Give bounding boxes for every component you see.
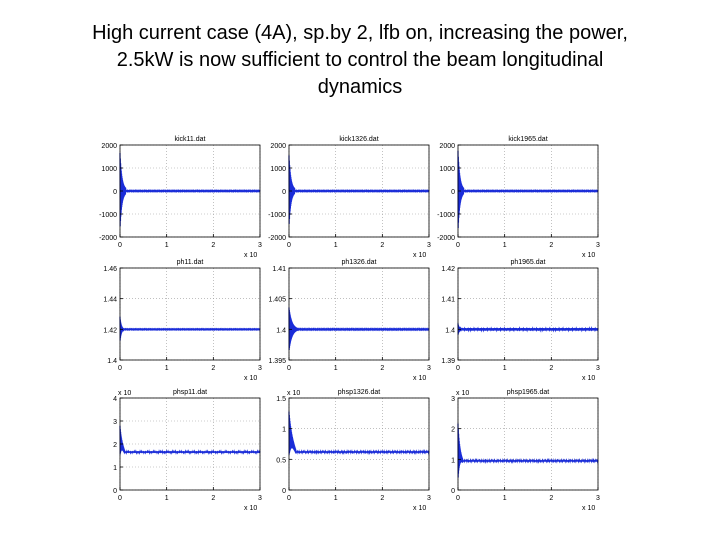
y-tick-label: 0: [113, 488, 117, 495]
y-tick-label: 1.41: [441, 296, 455, 304]
y-tick-label: -1000: [268, 212, 286, 219]
subplot-title: kick11.dat: [174, 136, 206, 143]
subplot-title: ph1326.dat: [341, 259, 377, 266]
y-tick-label: 1.4: [107, 358, 117, 365]
y-tick-label: 4: [113, 396, 117, 403]
x-tick-label: 0: [118, 495, 122, 502]
x-tick-label: 3: [427, 495, 431, 502]
x-tick-label: 1: [333, 495, 338, 502]
y-tick-label: 1: [282, 426, 286, 434]
x-tick-label: 2: [211, 365, 216, 372]
y-tick-label: 0: [451, 189, 455, 196]
slide-title-line: High current case (4A), sp.by 2, lfb on, increasing the power,: [92, 22, 628, 44]
subplot-title: kick1965.dat: [508, 136, 548, 143]
y-tick-label: 1.4: [445, 327, 455, 335]
subplot-title: phsp11.dat: [172, 389, 208, 396]
y-tick-label: 0: [451, 488, 455, 495]
x-tick-label: 0: [287, 242, 291, 249]
subplot-5: [268, 259, 431, 382]
plot-box: [120, 268, 260, 360]
y-tick-label: 1.42: [103, 327, 117, 335]
x-exponent-label: x 10: [413, 252, 427, 259]
x-exponent-label: x 10: [244, 252, 258, 259]
signal-trace: [120, 153, 260, 226]
x-tick-label: 2: [211, 495, 216, 502]
signal-trace: [458, 423, 598, 477]
y-tick-label: 1.44: [103, 296, 117, 304]
x-tick-label: 3: [258, 495, 262, 502]
x-tick-label: 2: [380, 365, 385, 372]
subplot-title: phsp1965.dat: [506, 389, 550, 396]
x-tick-label: 3: [258, 365, 262, 372]
y-tick-label: -2000: [99, 235, 117, 242]
y-tick-label: 3: [451, 396, 455, 403]
y-tick-label: 1000: [101, 166, 117, 173]
x-tick-label: 1: [502, 365, 507, 372]
y-tick-label: 2: [451, 426, 455, 434]
y-tick-label: 3: [113, 419, 117, 426]
x-tick-label: 1: [502, 495, 507, 502]
y-tick-label: 1.42: [441, 266, 455, 273]
plot-box: [458, 398, 598, 490]
signal-trace: [289, 155, 429, 224]
signal-trace: [120, 317, 260, 341]
y-tick-label: 1000: [439, 166, 455, 173]
y-tick-label: 1.4: [276, 327, 286, 335]
x-tick-label: 2: [380, 242, 385, 249]
y-exponent-label: x 10: [287, 390, 301, 397]
y-tick-label: 1.395: [268, 358, 286, 365]
subplot-1: [99, 136, 262, 259]
y-tick-label: -1000: [99, 212, 117, 219]
y-exponent-label: x 10: [456, 390, 470, 397]
subplot-6: [441, 259, 600, 382]
subplot-8: [276, 389, 431, 512]
y-tick-label: -2000: [268, 235, 286, 242]
x-exponent-label: x 10: [413, 505, 427, 512]
y-tick-label: 2: [113, 442, 117, 449]
y-tick-label: 1.41: [272, 266, 286, 273]
x-tick-label: 2: [380, 495, 385, 502]
subplot-9: [451, 389, 600, 512]
x-tick-label: 0: [456, 242, 460, 249]
subplot-4: [103, 259, 262, 382]
x-tick-label: 3: [427, 242, 431, 249]
signal-trace: [120, 426, 260, 455]
x-tick-label: 2: [549, 242, 554, 249]
x-tick-label: 1: [333, 242, 338, 249]
plot-box: [289, 268, 429, 360]
y-tick-label: 2000: [270, 143, 286, 150]
x-tick-label: 1: [164, 495, 169, 502]
subplot-title: phsp1326.dat: [337, 389, 381, 396]
subplot-7: [113, 389, 262, 512]
signal-trace: [289, 411, 429, 454]
slide-title-line: dynamics: [317, 76, 403, 98]
x-tick-label: 0: [287, 365, 291, 372]
x-tick-label: 2: [549, 495, 554, 502]
x-tick-label: 3: [596, 242, 600, 249]
x-tick-label: 3: [596, 495, 600, 502]
y-tick-label: 2000: [101, 143, 117, 150]
x-tick-label: 0: [118, 365, 122, 372]
y-exponent-label: x 10: [118, 390, 132, 397]
y-tick-label: 2000: [439, 143, 455, 150]
x-exponent-label: x 10: [582, 252, 596, 259]
subplot-title: kick1326.dat: [339, 136, 379, 143]
x-tick-label: 1: [502, 242, 507, 249]
x-exponent-label: x 10: [582, 505, 596, 512]
y-tick-label: 1.46: [103, 266, 117, 273]
signal-trace: [458, 151, 598, 228]
x-tick-label: 0: [456, 495, 460, 502]
y-tick-label: -1000: [437, 212, 455, 219]
x-tick-label: 2: [549, 365, 554, 372]
x-tick-label: 0: [118, 242, 122, 249]
x-tick-label: 3: [258, 242, 262, 249]
signal-trace: [458, 323, 598, 334]
x-tick-label: 0: [287, 495, 291, 502]
subplot-title: ph1965.dat: [510, 259, 546, 266]
y-tick-label: 0.5: [276, 457, 286, 465]
y-tick-label: 1: [451, 457, 455, 465]
x-tick-label: 0: [456, 365, 460, 372]
subplot-3: [437, 136, 600, 259]
y-tick-label: 0: [282, 488, 286, 495]
y-tick-label: 1.5: [276, 396, 286, 403]
y-tick-label: 1.39: [441, 358, 455, 365]
y-tick-label: 0: [113, 189, 117, 196]
slide-title-line: 2.5kW is now sufficient to control the beam longitudinal: [116, 49, 604, 71]
signal-trace: [289, 308, 429, 350]
x-tick-label: 3: [596, 365, 600, 372]
plot-box: [289, 398, 429, 490]
y-tick-label: 1000: [270, 166, 286, 173]
x-tick-label: 2: [211, 242, 216, 249]
y-tick-label: 1.405: [268, 296, 286, 304]
x-tick-label: 1: [164, 242, 169, 249]
x-tick-label: 1: [164, 365, 169, 372]
x-exponent-label: x 10: [582, 375, 596, 382]
subplot-2: [268, 136, 431, 259]
x-exponent-label: x 10: [413, 375, 427, 382]
y-tick-label: 1: [113, 465, 117, 472]
plot-box: [458, 268, 598, 360]
x-tick-label: 1: [333, 365, 338, 372]
y-tick-label: 0: [282, 189, 286, 196]
x-exponent-label: x 10: [244, 375, 258, 382]
y-tick-label: -2000: [437, 235, 455, 242]
x-exponent-label: x 10: [244, 505, 258, 512]
subplot-title: ph11.dat: [176, 259, 204, 266]
x-tick-label: 3: [427, 365, 431, 372]
